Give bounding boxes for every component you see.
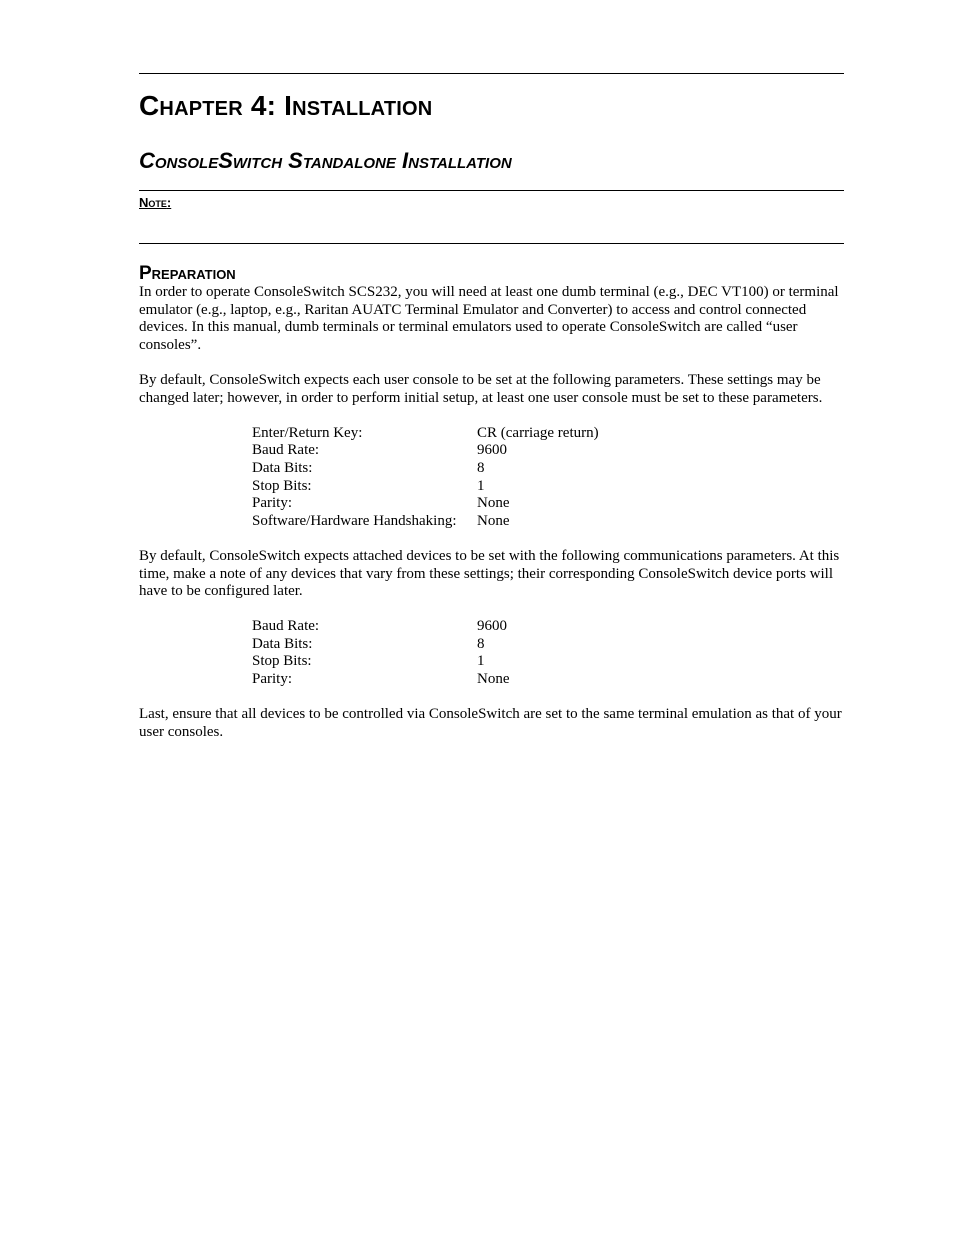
param-value: None (477, 495, 510, 512)
param-value: 1 (477, 477, 485, 494)
top-rule (139, 73, 844, 74)
document-page (139, 73, 844, 741)
param-value: None (477, 512, 510, 529)
console-params-table (252, 425, 599, 531)
note-label (139, 195, 844, 243)
device-params-intro-paragraph: By default, ConsoleSwitch expects attached devices to be set with the following communications parameters. At this time, make a note of any devices that vary from these settings; their corresponding ConsoleSwitch device ports will have to be configured later. (139, 547, 840, 600)
table-row (252, 618, 510, 636)
param-value: 1 (477, 653, 485, 670)
device-params-table (252, 618, 510, 688)
table-row (252, 425, 599, 443)
param-label: Parity: (252, 671, 292, 688)
table-row (252, 478, 599, 496)
param-label: Data Bits: (252, 459, 313, 476)
param-value: 8 (477, 459, 485, 476)
param-label: Baud Rate: (252, 618, 320, 635)
console-params-intro-paragraph: By default, ConsoleSwitch expects each user console to be set at the following parameters. These settings may be changed later; however, in order to perform initial setup, at least one user console must be set to these parameters. (139, 371, 823, 406)
note-label-text: Note (139, 195, 167, 210)
note-top-rule (139, 190, 844, 191)
table-row (252, 460, 599, 478)
note-label-colon: : (166, 195, 172, 210)
table-row (252, 495, 599, 513)
param-label: Enter/Return Key: (252, 424, 363, 441)
closing-paragraph: Last, ensure that all devices to be controlled via ConsoleSwitch are set to the same terminal emulation as that of your user consoles. (139, 706, 842, 740)
preparation-title: Preparation (139, 263, 236, 284)
param-label: Software/Hardware Handshaking: (252, 512, 457, 529)
table-row (252, 442, 599, 460)
param-value: 8 (477, 635, 485, 652)
param-value: None (477, 671, 510, 688)
table-row (252, 513, 599, 531)
param-value: CR (carriage return) (477, 424, 599, 441)
table-row (252, 653, 510, 671)
preparation-intro-paragraph: In order to operate ConsoleSwitch SCS232, you will need at least one dumb terminal (e.g., DEC VT100) or terminal emulator (e.g., laptop, e.g., Raritan AUATC Terminal Emulator and Converter) to access and control connected devices. In this manual, dumb terminals or terminal emulators used to operate ConsoleSwitch are called “user consoles”. (139, 284, 839, 353)
param-label: Stop Bits: (252, 653, 312, 670)
table-row (252, 671, 510, 689)
param-label: Parity: (252, 495, 292, 512)
param-value: 9600 (477, 442, 507, 459)
param-label: Data Bits: (252, 635, 313, 652)
chapter-title: Chapter 4: Installation (139, 90, 433, 121)
table-row (252, 636, 510, 654)
param-label: Baud Rate: (252, 442, 320, 459)
param-label: Stop Bits: (252, 477, 312, 494)
param-value: 9600 (477, 618, 507, 635)
section-title: ConsoleSwitch Standalone Installation (139, 148, 512, 173)
note-bottom-rule (139, 243, 844, 244)
